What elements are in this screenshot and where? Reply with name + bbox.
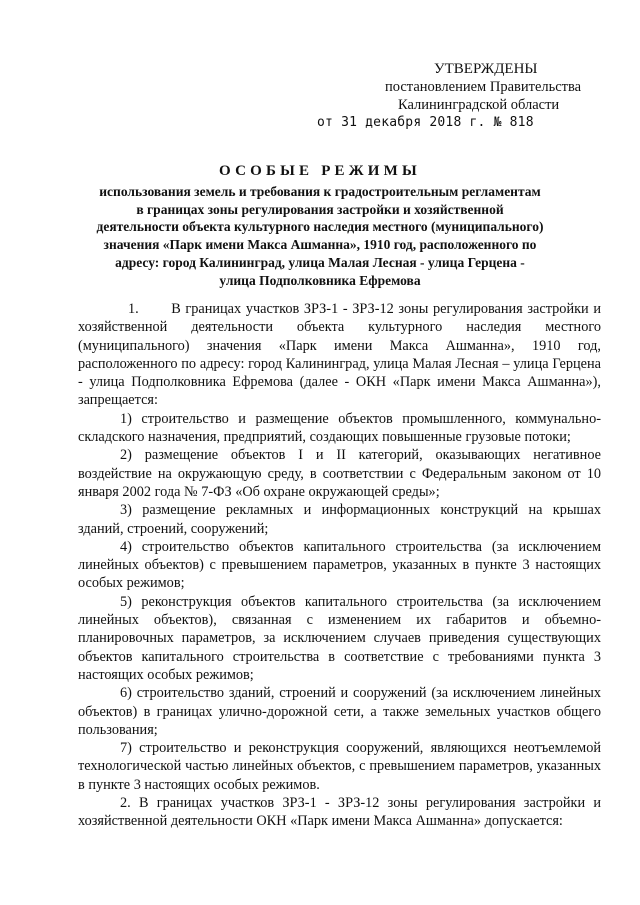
approval-line-region: Калининградской области: [398, 97, 560, 113]
approval-line-decree: постановлением Правительства: [385, 79, 582, 95]
title-line: улица Подполковника Ефремова: [219, 272, 421, 288]
document-title: [70, 162, 570, 289]
title-heading: ОСОБЫЕ РЕЖИМЫ: [219, 163, 421, 179]
approval-block: [310, 60, 610, 132]
list-item-5: 5) реконструкция объектов капитального строительства (за исключением линейных объектов), связанная с изменением их габаритов и объемно-планировочных параметров, за исключением случаев приведения существующих объектов капитального строительства в соответствие с требованиями пункта 3 настоящих особых режимов;: [78, 593, 601, 683]
list-item-6: 6) строительство зданий, строений и сооружений (за исключением линейных объектов) в границах улично-дорожной сети, а также земельных участков общего пользования;: [78, 685, 601, 738]
title-line: деятельности объекта культурного наследия местного (муниципального): [96, 219, 544, 235]
title-line: в границах зоны регулирования застройки и хозяйственной: [136, 201, 504, 217]
title-line: значения «Парк имени Макса Ашманна», 1910 год, расположенного по: [103, 237, 537, 253]
paragraph-1: 1. В границах участков ЗРЗ-1 - ЗРЗ-12 зоны регулирования застройки и хозяйственной деятельности объекта культурного наследия местного (муниципального) значения «Парк имени Макса Ашманна», 1910 год, расположенного по адресу: город Калининград, улица Малая Лесная – улица Герцена - улица Подполковника Ефремова (далее - ОКН «Парк имени Макса Ашманна»), запрещается:: [78, 301, 601, 409]
list-item-2: 2) размещение объектов I и II категорий, оказывающих негативное воздействие на окружающую среду, в соответствии с Федеральным законом от 10 января 2002 года № 7-ФЗ «Об охране окружающей среды»;: [78, 447, 601, 500]
approval-line-date-number: от 31 декабря 2018 г. № 818: [317, 115, 534, 130]
list-item-7: 7) строительство и реконструкция сооружений, являющихся неотъемлемой технологической частью линейных объектов, с превышением параметров, указанных в пункте 3 настоящих особых режимов.: [78, 740, 601, 793]
list-item-4: 4) строительство объектов капитального строительства (за исключением линейных объектов) с превышением параметров, указанных в пункте 3 настоящих особых режимов;: [78, 538, 601, 592]
approval-heading: УТВЕРЖДЕНЫ: [434, 61, 538, 77]
list-item-3: 3) размещение рекламных и информационных конструкций на крышах зданий, строений, сооружений;: [78, 502, 601, 537]
list-item-1: 1) строительство и размещение объектов промышленного, коммунально-складского назначения, предприятий, создающих повышенные грузовые потоки;: [78, 410, 601, 446]
title-line: использования земель и требования к градостроительным регламентам: [99, 184, 541, 199]
document-body: [78, 300, 601, 831]
paragraph-2: 2. В границах участков ЗРЗ-1 - ЗРЗ-12 зоны регулирования застройки и хозяйственной деятельности ОКН «Парк имени Макса Ашманна» допускается:: [78, 795, 601, 830]
title-line: адресу: город Калининград, улица Малая Лесная - улица Герцена -: [115, 254, 525, 270]
